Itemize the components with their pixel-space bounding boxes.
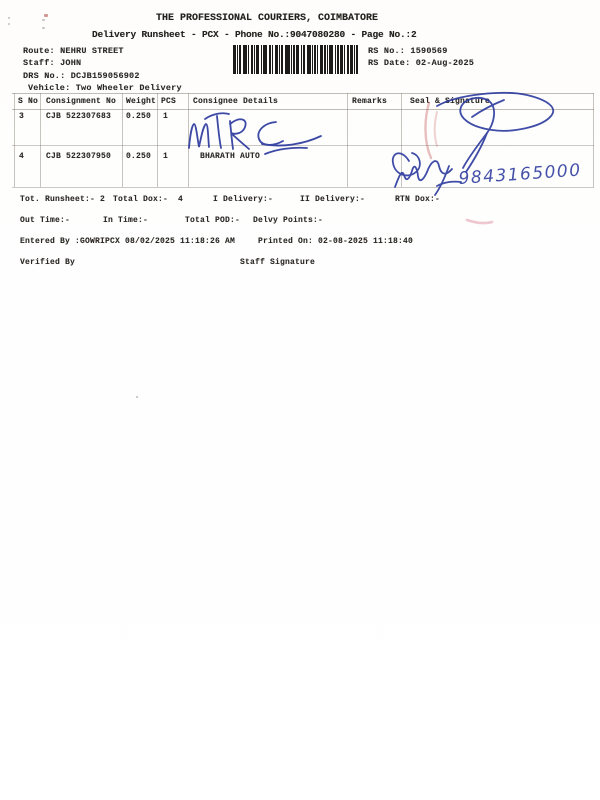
route-line — [23, 47, 124, 56]
cell-sno: 4 — [19, 152, 25, 161]
entered-by-line: Entered By :GOWRIPCX 08/02/2025 11:18:26 AM — [20, 237, 236, 246]
column-header-sno: S No — [18, 97, 39, 106]
red-ink-marks — [425, 103, 492, 223]
cell-sno: 3 — [19, 112, 25, 121]
scan-speck — [42, 19, 45, 21]
column-header-weight: Weight — [126, 97, 157, 106]
column-header-seal-signature: Seal & Signature — [410, 97, 491, 106]
staff-line — [23, 59, 81, 68]
total-dox-label: Total Dox:- — [113, 195, 169, 204]
vehicle-line — [28, 84, 182, 93]
column-header-consignee: Consignee Details — [193, 97, 279, 106]
scan-speck — [136, 396, 138, 398]
staff-signature-label: Staff Signature — [240, 258, 316, 267]
cell-weight: 0.250 — [126, 112, 152, 121]
column-header-remarks: Remarks — [352, 97, 388, 106]
cell-consignment-no: CJB 522307683 — [46, 112, 112, 121]
vehicle-label: Vehicle: — [28, 83, 71, 93]
verified-by-label: Verified By — [20, 258, 76, 267]
barcode-icon — [233, 45, 360, 74]
cell-pcs: 1 — [163, 152, 169, 161]
staff-value: JOHN — [60, 58, 82, 68]
ii-delivery-label: II Delivery:- — [300, 195, 366, 204]
scan-speck — [8, 23, 10, 25]
barcode — [233, 45, 358, 74]
rs-no-value: 1590569 — [410, 46, 448, 56]
rs-no-label: RS No.: — [368, 46, 406, 56]
tot-runsheet-label: Tot. Runsheet:- — [20, 195, 96, 204]
vehicle-value: Two Wheeler Delivery — [75, 83, 182, 93]
consignee-handwriting — [189, 113, 321, 154]
handwritten-phone: 9843165000 — [457, 160, 583, 189]
delvy-points-label: Delvy Points:- — [253, 216, 324, 225]
tot-runsheet — [20, 196, 105, 204]
out-time-label: Out Time:- — [20, 216, 71, 225]
runsheet-subtitle: Delivery Runsheet - PCX - Phone No.:9047080280 - Page No.:2 — [92, 29, 417, 40]
route-value: NEHRU STREET — [60, 46, 124, 56]
company-title: THE PROFESSIONAL COURIERS, COIMBATORE — [156, 13, 379, 24]
cell-consignment-no: CJB 522307950 — [46, 152, 112, 161]
in-time-label: In Time:- — [103, 216, 149, 225]
rs-no-line — [368, 47, 448, 56]
rs-date-value: 02-Aug-2025 — [415, 58, 475, 68]
column-header-consignment: Consignment No — [46, 97, 117, 106]
scan-speck-red — [44, 14, 48, 17]
tot-runsheet-value: 2 — [100, 195, 106, 204]
scan-speck — [42, 27, 45, 29]
cell-consignee: BHARATH AUTO — [200, 152, 261, 161]
drs-line — [23, 72, 140, 81]
route-label: Route: — [23, 46, 55, 56]
drs-value: DCJB159056902 — [70, 71, 140, 81]
total-dox-value: 4 — [178, 195, 184, 204]
rs-date-label: RS Date: — [368, 58, 411, 68]
rs-date-line — [368, 59, 474, 68]
drs-label: DRS No.: — [23, 71, 66, 81]
cell-weight: 0.250 — [126, 152, 152, 161]
column-header-pcs: PCS — [161, 97, 177, 106]
printed-on-line: Printed On: 02-08-2025 11:18:40 — [258, 237, 414, 246]
total-pod-label: Total POD:- — [185, 216, 241, 225]
rtn-dox-label: RTN Dox:- — [395, 195, 441, 204]
cell-pcs: 1 — [163, 112, 169, 121]
staff-label: Staff: — [23, 58, 55, 68]
scan-speck — [8, 17, 10, 19]
i-delivery-label: I Delivery:- — [213, 195, 274, 204]
